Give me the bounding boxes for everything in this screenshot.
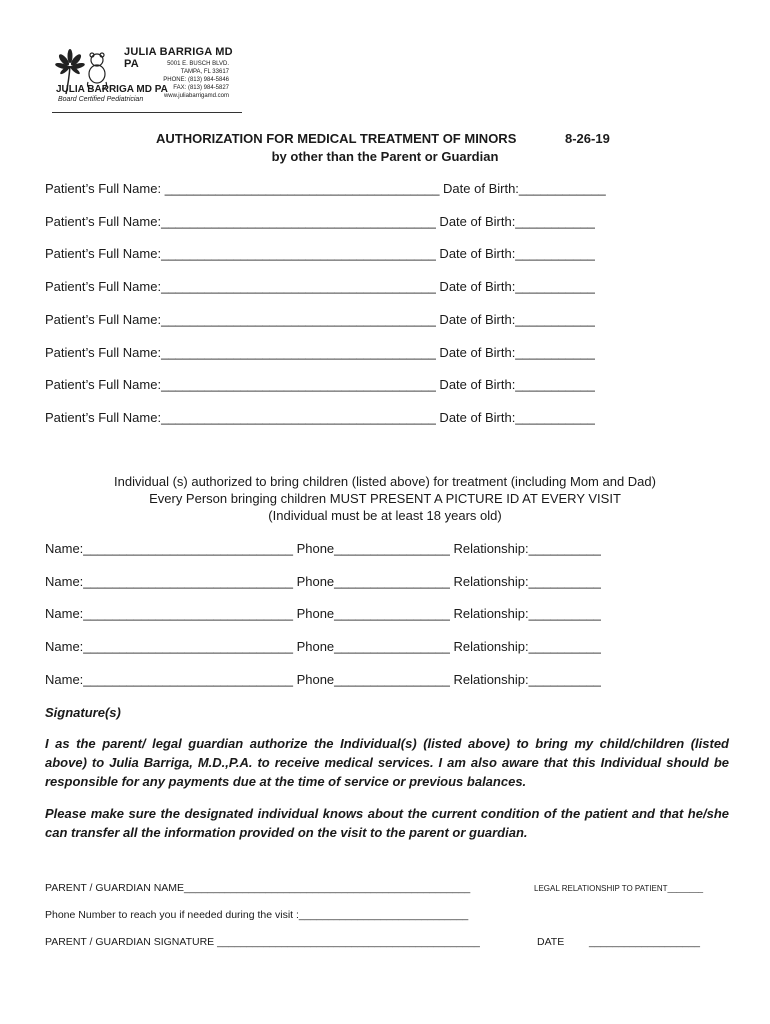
authorized-person-row[interactable]: Name:_____________________________ Phone________________ Relationship:__________ bbox=[45, 672, 601, 687]
authorized-person-row[interactable]: Name:_____________________________ Phone________________ Relationship:__________ bbox=[45, 574, 601, 589]
patient-row[interactable]: Patient’s Full Name:______________________________________ Date of Birth:___________ bbox=[45, 345, 595, 360]
logo-subtext: Board Certified Pediatrician bbox=[58, 96, 144, 103]
authorized-person-row[interactable]: Name:_____________________________ Phone________________ Relationship:__________ bbox=[45, 639, 601, 654]
patient-row[interactable]: Patient’s Full Name:______________________________________ Date of Birth:___________ bbox=[45, 410, 595, 425]
address-line: PHONE: (813) 984-5846 bbox=[163, 77, 229, 83]
phone-number-field[interactable]: Phone Number to reach you if needed during the visit :_____________________________ bbox=[45, 909, 469, 921]
authorization-paragraph: I as the parent/ legal guardian authorize the Individual(s) (listed above) to bring my child/children (listed above) to Julia Barriga, M.D.,P.A. to receive medical services. I am also aware that this Individual should be responsible for any payments due at the time of service or previous balances. bbox=[45, 736, 729, 789]
address-line: TAMPA, FL 33617 bbox=[180, 69, 229, 75]
clinic-name: JULIA BARRIGA MD PA bbox=[124, 46, 233, 70]
address-line: 5001 E. BUSCH BLVD. bbox=[167, 61, 229, 67]
patient-row[interactable]: Patient’s Full Name:______________________________________ Date of Birth:___________ bbox=[45, 279, 595, 294]
header-divider bbox=[52, 112, 242, 113]
signatures-heading: Signature(s) bbox=[45, 705, 121, 720]
instruction-line: (Individual must be at least 18 years old) bbox=[268, 508, 502, 523]
authorized-person-row[interactable]: Name:_____________________________ Phone________________ Relationship:__________ bbox=[45, 606, 601, 621]
address-line: FAX: (813) 984-5827 bbox=[173, 85, 229, 91]
date-field[interactable]: ___________________ bbox=[589, 936, 700, 948]
letterhead-logo bbox=[52, 46, 242, 112]
form-revision-date: 8-26-19 bbox=[565, 131, 610, 146]
patient-row[interactable]: Patient’s Full Name:______________________________________ Date of Birth:___________ bbox=[45, 377, 595, 392]
logo-text: JULIA BARRIGA MD PA bbox=[56, 84, 168, 95]
authorized-person-row[interactable]: Name:_____________________________ Phone________________ Relationship:__________ bbox=[45, 541, 601, 556]
date-label: DATE bbox=[537, 936, 565, 948]
patient-row[interactable]: Patient’s Full Name: ______________________________________ Date of Birth:____________ bbox=[45, 181, 606, 196]
notice-paragraph: Please make sure the designated individual knows about the current condition of the patient and that he/she can transfer all the information provided on the visit to the parent or guardian. bbox=[45, 806, 729, 840]
legal-relationship-field[interactable]: LEGAL RELATIONSHIP TO PATIENT________ bbox=[534, 884, 704, 893]
patient-row[interactable]: Patient’s Full Name:______________________________________ Date of Birth:___________ bbox=[45, 312, 595, 327]
guardian-name-field[interactable]: PARENT / GUARDIAN NAME_________________________________________________ bbox=[45, 882, 471, 894]
form-title: AUTHORIZATION FOR MEDICAL TREATMENT OF MINORS bbox=[156, 131, 517, 146]
form-subtitle: by other than the Parent or Guardian bbox=[271, 149, 499, 164]
instruction-line: Individual (s) authorized to bring children (listed above) for treatment (including Mom and Dad) bbox=[114, 474, 656, 489]
instruction-line: Every Person bringing children MUST PRESENT A PICTURE ID AT EVERY VISIT bbox=[149, 491, 621, 506]
address-line: www.juliabarrigamd.com bbox=[163, 93, 229, 99]
guardian-signature-field[interactable]: PARENT / GUARDIAN SIGNATURE _____________________________________________ bbox=[45, 936, 480, 948]
patient-row[interactable]: Patient’s Full Name:______________________________________ Date of Birth:___________ bbox=[45, 246, 595, 261]
patient-row[interactable]: Patient’s Full Name:______________________________________ Date of Birth:___________ bbox=[45, 214, 595, 229]
